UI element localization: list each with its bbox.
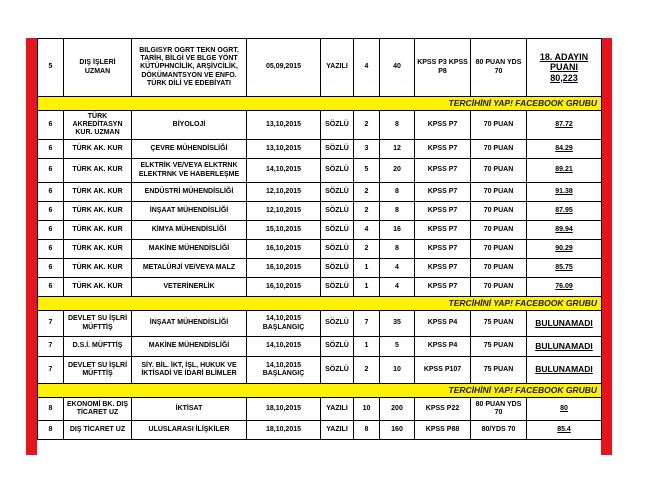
row-no: 8 <box>38 398 64 421</box>
row-field: İNŞAAT MÜHENDİSLİĞİ <box>132 311 247 337</box>
row-quota: 5 <box>354 159 380 183</box>
row-quota: 1 <box>354 278 380 297</box>
row-no: 6 <box>38 140 64 159</box>
row-candidates: 12 <box>380 140 415 159</box>
row-no: 6 <box>38 159 64 183</box>
row-cutoff-score: 85.4 <box>527 421 602 440</box>
banner-row <box>38 384 602 398</box>
row-field: BILGISYR OGRT TEKN OGRT. TARİH, BİLGİ VE BLGE YÖNT KÜTÜPHNCİLİK, ARŞİVCİLİK, DÖKÜMANTSYON VE ENFO. TÜRK DİLİ VE EDEBİYATI <box>132 39 247 97</box>
row-date: 13,10,2015 <box>247 111 321 140</box>
row-field: İNŞAAT MÜHENDİSLİĞİ <box>132 202 247 221</box>
row-candidates: 8 <box>380 111 415 140</box>
table-row <box>38 337 602 357</box>
row-field: VETERİNERLİK <box>132 278 247 297</box>
row-score-type: KPSS P4 <box>415 311 471 337</box>
row-cutoff-score: 89.21 <box>527 159 602 183</box>
row-score-type: KPSS P7 <box>415 159 471 183</box>
row-cutoff-score: BULUNAMADI <box>527 311 602 337</box>
row-exam-type: YAZILI <box>321 398 354 421</box>
row-quota: 8 <box>354 421 380 440</box>
row-candidates: 4 <box>380 259 415 278</box>
row-cutoff-score: 90.29 <box>527 240 602 259</box>
cutoff-line-2: PUANI <box>549 62 578 73</box>
row-quota: 3 <box>354 140 380 159</box>
row-exam-type: SÖZLÜ <box>321 357 354 384</box>
row-date: 14,10,2015 <box>247 337 321 357</box>
row-score-type: KPSS P7 <box>415 202 471 221</box>
table-row <box>38 183 602 202</box>
row-min-score: 75 PUAN <box>471 311 527 337</box>
row-institution: TÜRK AK. KUR <box>64 221 132 240</box>
row-no: 6 <box>38 259 64 278</box>
row-cutoff-score: 84.29 <box>527 140 602 159</box>
row-quota: 4 <box>354 221 380 240</box>
row-field: SİY. BİL. İKT, İŞL, HUKUK VE İKTİSADİ VE İDARİ BLİMLER <box>132 357 247 384</box>
left-red-border <box>26 38 37 455</box>
row-institution: TÜRK AK. KUR <box>64 240 132 259</box>
row-min-score: 70 PUAN <box>471 278 527 297</box>
row-no: 6 <box>38 183 64 202</box>
row-quota: 10 <box>354 398 380 421</box>
row-institution: EKONOMİ BK. DIŞ TİCARET UZ <box>64 398 132 421</box>
row-score-type: KPSS P7 <box>415 183 471 202</box>
row-quota: 2 <box>354 183 380 202</box>
row-candidates: 160 <box>380 421 415 440</box>
table-row <box>38 398 602 421</box>
table-row <box>38 159 602 183</box>
row-score-type: KPSS P7 <box>415 140 471 159</box>
row-min-score: 75 PUAN <box>471 357 527 384</box>
row-field: MAKİNE MÜHENDİSLİĞİ <box>132 240 247 259</box>
row-min-score: 80 PUAN YDS 70 <box>471 398 527 421</box>
table-row <box>38 221 602 240</box>
row-score-type: KPSS P4 <box>415 337 471 357</box>
row-no: 6 <box>38 202 64 221</box>
row-date: 14,10,2015 <box>247 159 321 183</box>
table-row <box>38 421 602 440</box>
facebook-group-banner: TERCİHİNİ YAP! FACEBOOK GRUBU <box>38 297 602 311</box>
row-field: KİMYA MÜHENDİSLİĞİ <box>132 221 247 240</box>
row-field: ELKTRİK VE/VEYA ELKTRNK ELEKTRNK VE HABERLEŞME <box>132 159 247 183</box>
row-date: 16,10,2015 <box>247 278 321 297</box>
row-min-score: 70 PUAN <box>471 183 527 202</box>
row-cutoff-score: 76.09 <box>527 278 602 297</box>
row-institution: TÜRK AKREDİTASYN KUR. UZMAN <box>64 111 132 140</box>
row-field: ÇEVRE MÜHENDİSLİĞİ <box>132 140 247 159</box>
row-candidates: 4 <box>380 278 415 297</box>
row-score-type: KPSS P107 <box>415 357 471 384</box>
row-score-type: KPSS P7 <box>415 111 471 140</box>
row-candidates: 10 <box>380 357 415 384</box>
row-cutoff-score: 87.95 <box>527 202 602 221</box>
row-institution: DEVLET SU İŞLRİ MÜFTTİŞ <box>64 311 132 337</box>
row-cutoff-score: 87.72 <box>527 111 602 140</box>
row-date: 14,10,2015 BAŞLANGIÇ <box>247 311 321 337</box>
row-no: 7 <box>38 357 64 384</box>
table-row <box>38 202 602 221</box>
row-no: 5 <box>38 39 64 97</box>
row-quota: 2 <box>354 202 380 221</box>
table-row <box>38 357 602 384</box>
row-field: ULUSLARASI İLİŞKİLER <box>132 421 247 440</box>
row-exam-type: SÖZLÜ <box>321 183 354 202</box>
row-candidates: 35 <box>380 311 415 337</box>
row-min-score: 70 PUAN <box>471 111 527 140</box>
row-date: 16,10,2015 <box>247 240 321 259</box>
row-min-score: 70 PUAN <box>471 159 527 183</box>
row-candidates: 20 <box>380 159 415 183</box>
table-row <box>38 39 602 97</box>
row-quota: 2 <box>354 240 380 259</box>
table-row <box>38 311 602 337</box>
row-cutoff-score: BULUNAMADI <box>527 337 602 357</box>
row-exam-type: SÖZLÜ <box>321 140 354 159</box>
row-institution: TÜRK AK. KUR <box>64 259 132 278</box>
table-row <box>38 140 602 159</box>
row-quota: 1 <box>354 259 380 278</box>
row-institution: TÜRK AK. KUR <box>64 140 132 159</box>
banner-row <box>38 97 602 111</box>
banner-row <box>38 297 602 311</box>
row-institution: TÜRK AK. KUR <box>64 159 132 183</box>
row-exam-type: SÖZLÜ <box>321 278 354 297</box>
row-date: 12,10,2015 <box>247 202 321 221</box>
row-institution: TÜRK AK. KUR <box>64 183 132 202</box>
results-table <box>37 38 602 440</box>
row-exam-type: YAZILI <box>321 39 354 97</box>
row-date: 13,10,2015 <box>247 140 321 159</box>
row-cutoff-score: 80 <box>527 398 602 421</box>
row-score-type: KPSS P7 <box>415 221 471 240</box>
row-score-type: KPSS P22 <box>415 398 471 421</box>
row-cutoff-score: 89.94 <box>527 221 602 240</box>
row-score-type: KPSS P7 <box>415 259 471 278</box>
row-cutoff-score: BULUNAMADI <box>527 357 602 384</box>
row-min-score: 70 PUAN <box>471 259 527 278</box>
row-date: 18,10,2015 <box>247 398 321 421</box>
row-exam-type: YAZILI <box>321 421 354 440</box>
row-field: METALÜRJİ VE/VEYA MALZ <box>132 259 247 278</box>
row-exam-type: SÖZLÜ <box>321 202 354 221</box>
cutoff-line-1: 18. ADAYIN <box>539 51 589 62</box>
right-red-border <box>601 38 612 455</box>
row-cutoff-score: 91.38 <box>527 183 602 202</box>
row-exam-type: SÖZLÜ <box>321 311 354 337</box>
row-date: 05,09,2015 <box>247 39 321 97</box>
row-score-type: KPSS P7 <box>415 278 471 297</box>
row-quota: 2 <box>354 111 380 140</box>
row-min-score: 70 PUAN <box>471 140 527 159</box>
row-quota: 2 <box>354 357 380 384</box>
row-cutoff-score <box>527 39 602 97</box>
row-date: 18,10,2015 <box>247 421 321 440</box>
row-quota: 4 <box>354 39 380 97</box>
row-institution: TÜRK AK. KUR <box>64 202 132 221</box>
cutoff-line-3: 80,223 <box>550 72 578 83</box>
table-row <box>38 259 602 278</box>
row-institution: DIŞ TİCARET UZ <box>64 421 132 440</box>
row-institution: DEVLET SU İŞLRİ MÜFTTİŞ <box>64 357 132 384</box>
row-min-score: 70 PUAN <box>471 202 527 221</box>
row-field: BİYOLOJİ <box>132 111 247 140</box>
row-field: İKTİSAT <box>132 398 247 421</box>
row-exam-type: SÖZLÜ <box>321 240 354 259</box>
row-cutoff-score: 85.75 <box>527 259 602 278</box>
row-candidates: 8 <box>380 240 415 259</box>
row-field: MAKİNE MÜHENDİSLİĞİ <box>132 337 247 357</box>
row-exam-type: SÖZLÜ <box>321 259 354 278</box>
row-date: 16,10,2015 <box>247 259 321 278</box>
row-exam-type: SÖZLÜ <box>321 159 354 183</box>
row-no: 8 <box>38 421 64 440</box>
row-candidates: 8 <box>380 183 415 202</box>
row-min-score: 80/YDS 70 <box>471 421 527 440</box>
row-no: 7 <box>38 337 64 357</box>
row-candidates: 200 <box>380 398 415 421</box>
row-min-score: 80 PUAN YDS 70 <box>471 39 527 97</box>
row-institution: D.S.İ. MÜFTTİŞ <box>64 337 132 357</box>
row-date: 15,10,2015 <box>247 221 321 240</box>
row-institution: DIŞ İŞLERİ UZMAN <box>64 39 132 97</box>
table-row <box>38 278 602 297</box>
row-date: 12,10,2015 <box>247 183 321 202</box>
row-institution: TÜRK AK. KUR <box>64 278 132 297</box>
row-no: 6 <box>38 240 64 259</box>
row-exam-type: SÖZLÜ <box>321 221 354 240</box>
row-field: ENDÜSTRİ MÜHENDİSLİĞİ <box>132 183 247 202</box>
facebook-group-banner: TERCİHİNİ YAP! FACEBOOK GRUBU <box>38 384 602 398</box>
row-no: 6 <box>38 221 64 240</box>
row-no: 7 <box>38 311 64 337</box>
row-quota: 7 <box>354 311 380 337</box>
row-exam-type: SÖZLÜ <box>321 111 354 140</box>
row-quota: 1 <box>354 337 380 357</box>
row-candidates: 40 <box>380 39 415 97</box>
row-min-score: 75 PUAN <box>471 337 527 357</box>
row-score-type: KPSS P88 <box>415 421 471 440</box>
row-no: 6 <box>38 278 64 297</box>
row-exam-type: SÖZLÜ <box>321 337 354 357</box>
row-score-type: KPSS P3 KPSS P8 <box>415 39 471 97</box>
row-candidates: 5 <box>380 337 415 357</box>
row-min-score: 70 PUAN <box>471 240 527 259</box>
table-row <box>38 240 602 259</box>
row-candidates: 8 <box>380 202 415 221</box>
row-candidates: 16 <box>380 221 415 240</box>
row-score-type: KPSS P7 <box>415 240 471 259</box>
row-no: 6 <box>38 111 64 140</box>
facebook-group-banner: TERCİHİNİ YAP! FACEBOOK GRUBU <box>38 97 602 111</box>
row-date: 14,10,2015 BAŞLANGIÇ <box>247 357 321 384</box>
row-min-score: 70 PUAN <box>471 221 527 240</box>
table-row <box>38 111 602 140</box>
